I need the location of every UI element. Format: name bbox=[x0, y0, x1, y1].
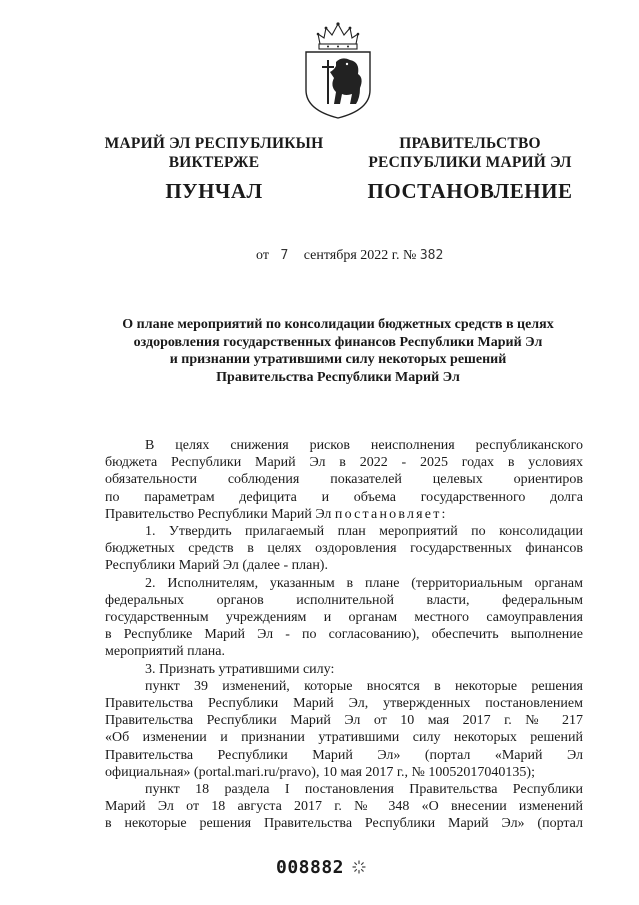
date-month-year: сентября 2022 г. № bbox=[303, 248, 417, 263]
body-line: пункт 39 изменений, которые вносятся в некоторые решения bbox=[145, 678, 583, 694]
title-line: О плане мероприятий по консолидации бюджетных средств в целях bbox=[122, 317, 554, 332]
body-line: Марий Эл от 18 августа 2017 г. № 348 «О внесении изменений bbox=[105, 799, 583, 815]
body-line: в некоторые решения Правительства Республики Марий Эл» (портал bbox=[105, 816, 583, 832]
body-line: обязательности соблюдения показателей целевых ориентиров bbox=[105, 472, 583, 488]
body-line: Правительство Республики Марий Эл bbox=[105, 506, 335, 522]
body-line: 3. Признать утратившими силу: bbox=[145, 661, 335, 677]
document-title bbox=[100, 316, 576, 386]
body-line-resolves bbox=[105, 506, 583, 523]
body-line: пункт 18 раздела I постановления Правительства Республики bbox=[145, 782, 583, 798]
seal-mark-icon bbox=[352, 860, 366, 874]
body-line: бюджета Республики Марий Эл в 2022 - 2025 годах в условиях bbox=[105, 455, 583, 471]
header-right-doc-type: ПОСТАНОВЛЕНИЕ bbox=[367, 179, 573, 203]
title-line: оздоровления государственных финансов Республики Марий Эл bbox=[133, 334, 543, 350]
header-left-block bbox=[98, 134, 330, 204]
body-line: мероприятий плана. bbox=[105, 644, 225, 660]
body-line: федеральных органов исполнительной власти, федеральным bbox=[105, 592, 583, 608]
body-line: «Об изменении и признании утратившими силу некоторых решений bbox=[105, 730, 583, 746]
document-body bbox=[105, 437, 583, 833]
body-line: Правительства Республики Марий Эл от 10 мая 2017 г. № 217 bbox=[105, 713, 583, 729]
body-line: В целях снижения рисков неисполнения республиканского bbox=[145, 438, 583, 453]
header-left-line1: МАРИЙ ЭЛ РЕСПУБЛИКЫН bbox=[104, 135, 324, 152]
date-line bbox=[256, 248, 443, 264]
date-prefix: от bbox=[256, 248, 269, 263]
header-left-doc-type: ПУНЧАЛ bbox=[165, 179, 263, 203]
date-day: 7 bbox=[280, 248, 289, 263]
header-right-block bbox=[355, 134, 585, 204]
title-line: и признании утратившими силу некоторых решений bbox=[169, 352, 507, 367]
body-line: 1. Утвердить прилагаемый план мероприятий по консолидации bbox=[145, 524, 583, 540]
body-line: в Республике Марий Эл - по согласованию), обеспечить выполнение bbox=[105, 627, 583, 643]
body-line: Правительства Республики Марий Эл» (портал «Марий Эл bbox=[105, 747, 583, 763]
body-line: бюджетных средств в целях оздоровления государственных финансов bbox=[105, 541, 583, 557]
body-line: Правительства Республики Марий Эл, утвержденных постановлением bbox=[105, 696, 583, 712]
title-line: Правительства Республики Марий Эл bbox=[216, 369, 460, 385]
body-line: официальная» (portal.mari.ru/pravo), 10 мая 2017 г., № 10052017040135); bbox=[105, 764, 535, 780]
body-line: Республики Марий Эл (далее - план). bbox=[105, 558, 328, 574]
body-line: государственным учреждениям и органам местного самоуправления bbox=[105, 610, 583, 626]
document-serial-number: 008882 bbox=[276, 857, 345, 878]
body-line: по параметрам дефицита и объема государственного долга bbox=[105, 489, 583, 505]
header-left-line2: ВИКТЕРЖЕ bbox=[168, 154, 260, 171]
header-right-line1: ПРАВИТЕЛЬСТВО bbox=[399, 135, 541, 152]
header-right-line2: РЕСПУБЛИКИ МАРИЙ ЭЛ bbox=[368, 154, 572, 171]
date-number: 382 bbox=[419, 248, 444, 263]
body-line: 2. Исполнителям, указанным в плане (территориальным органам bbox=[145, 575, 583, 591]
coat-of-arms-icon bbox=[298, 20, 378, 120]
resolves-word: постановляет: bbox=[334, 506, 448, 522]
